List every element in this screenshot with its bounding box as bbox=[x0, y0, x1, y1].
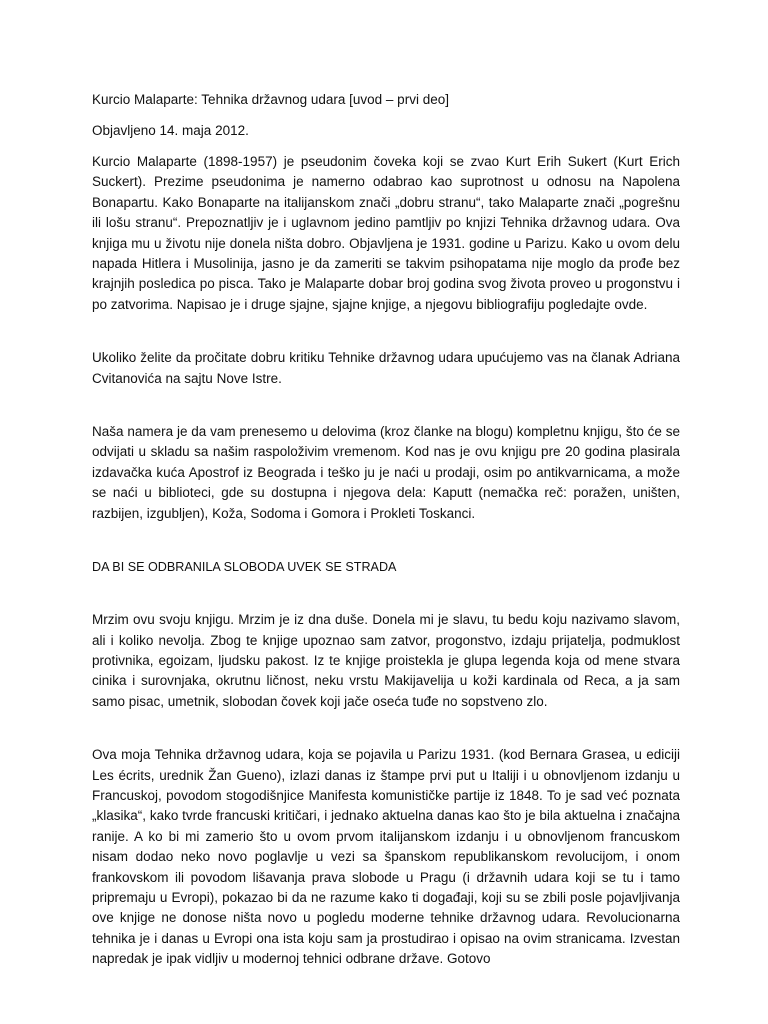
plan-paragraph: Naša namera je da vam prenesemo u delovima (kroz članke na blogu) kompletnu knjigu, što će se odvijati u skladu sa našim raspoloživim vremenom. Kod nas je ovu knjigu pre 20 godina plasirala izdavačka kuća Apostrof iz Beograda i teško ju je naći u prodaji, osim po antikvarnicama, a može se naći u biblioteci, gde su dostupna i njegova dela: Kaputt (nemačka reč: poražen, uništen, razbijen, izgubljen), Koža, Sodoma i Gomora i Prokleti Toskanci. bbox=[92, 424, 680, 521]
edition-paragraph: Ova moja Tehnika državnog udara, koja se pojavila u Parizu 1931. (kod Bernara Grasea, u ediciji Les écrits, urednik Žan Gueno), izlazi danas iz štampe prvi put u Italiji i u obnovljenom izdanju u Francuskoj, povodom stogodišnjice Manifesta komunističke partije iz 1848. To je sad već poznata „klasika“, kako tvrde francuski kritičari, i jednako aktuelna danas kao što je bila aktuelna i značajna ranije. A ko bi mi zamerio što u ovom prvom italijanskom izdanju i u obnovljenom francuskom nisam dodao neko novo poglavlje u vezi sa španskom republikanskom revolucijom, i onom frankovskom ili povodom lišavanja prava slobode u Pragu (i državnih udara koji se tu i tamo pripremaju u Evropi), pokazao bi da ne razume kako ti događaji, koji su se zbili posle pojavljivanja ove knjige ne donose ništa novo u pogledu moderne tehnike državnog udara. Revolucionarna tehnika je i danas u Evropi ona ista koju sam ja prostudirao i opisao na ovim stranicama. Izvestan napredak je ipak vidljiv u modernoj tehnici odbrane države. Gotovo bbox=[92, 747, 680, 967]
critique-paragraph: Ukoliko želite da pročitate dobru kritiku Tehnike državnog udara upućujemo vas na članak Adriana Cvitanovića na sajtu Nove Istre. bbox=[92, 350, 680, 386]
intro-paragraph: Kurcio Malaparte (1898-1957) je pseudonim čoveka koji se zvao Kurt Erih Sukert (Kurt Erich Suckert). Prezime pseudonima je namerno odabrao kao suprotnost u odnosu na Napolena Bonapartu. Kako Bonaparte na italijanskom znači „dobru stranu“, tako Malaparte znači „pogrešnu ili lošu stranu“. Prepoznatljiv je i uglavnom jedino pamtljiv po knjizi Tehnika državnog udara. Ova knjiga mu u životu nije donela ništa dobro. Objavljena je 1931. godine u Parizu. Kako u ovom delu napada Hitlera i Musolinija, jasno je da zameriti se takvim psihopatama nije moglo da prođe bez krajnjih posledica po pisca. Tako je Malaparte dobar broj godina svog života proveo u progonstvu i po zatvorima. Napisao je i druge sjajne, sjajne knjige, a njegovu bibliografiju pogledajte ovde. bbox=[92, 154, 680, 312]
section-heading: DA BI SE ODBRANILA SLOBODA UVEK SE STRADA bbox=[92, 560, 397, 575]
hate-paragraph: Mrzim ovu svoju knjigu. Mrzim je iz dna duše. Donela mi je slavu, tu bedu koju nazivamo slavom, ali i koliko nevolja. Zbog te knjige upoznao sam zatvor, progonstvo, izdaju prijatelja, podmuklost protivnika, egoizam, ljudsku pakost. Iz te knjige proistekla je glupa legenda koja od mene stvara cinika i surovnjaka, okrutnu ličnost, neku vrstu Makijavelija u koži kardinala od Reca, a ja sam samo pisac, umetnik, slobodan čovek koji jače oseća tuđe no sopstveno zlo. bbox=[92, 612, 680, 709]
publication-date: Objavljeno 14. maja 2012. bbox=[92, 123, 249, 138]
document-body bbox=[92, 90, 680, 970]
document-title: Kurcio Malaparte: Tehnika državnog udara [uvod – prvi deo] bbox=[92, 92, 449, 107]
